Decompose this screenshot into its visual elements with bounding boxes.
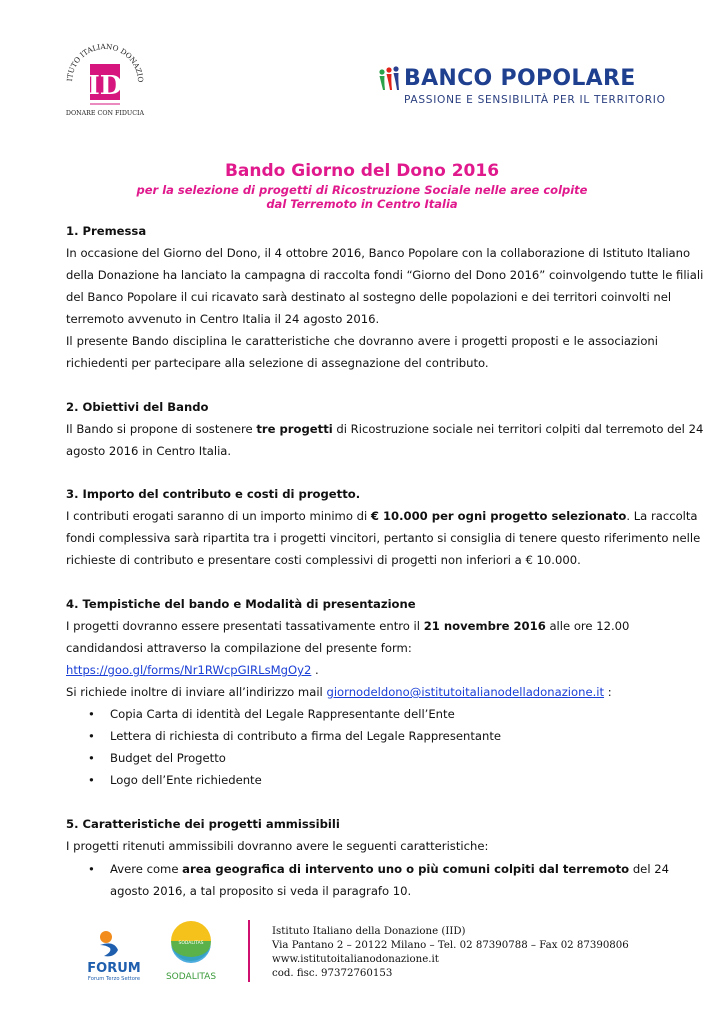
document-title: Bando Giorno del Dono 2016 — [224, 161, 500, 181]
section-1-line-6: richiedenti per partecipare alla selezione di assegnazione del contributo. — [66, 356, 489, 370]
section-3-heading: 3. Importo del contributo e costi di progetto. — [66, 487, 361, 501]
iid-logo — [62, 40, 148, 120]
footer-line-2: Via Pantano 2 – 20122 Milano – Tel. 02 87390788 – Fax 02 87390806 — [272, 940, 629, 951]
bullet-marker: • — [88, 707, 95, 721]
banco-popolare-name: BANCO POPOLARE — [404, 66, 636, 91]
section-4-line-4: Si richiede inoltre di inviare all’indirizzo mail giornodeldono@istitutoitalianodelladonazione.it : — [66, 685, 612, 699]
banco-popolare-logo — [378, 66, 668, 112]
form-link[interactable]: https://goo.gl/forms/Nr1RWcpGIRLsMgOy2 — [66, 663, 312, 677]
list-item: Logo dell’Ente richiedente — [110, 773, 262, 787]
iid-monogram: ID — [87, 71, 123, 101]
section-5-heading: 5. Caratteristiche dei progetti ammissibili — [66, 817, 340, 831]
section-4-line-1: I progetti dovranno essere presentati tassativamente entro il 21 novembre 2016 alle ore 12.00 — [66, 619, 630, 633]
section-3-line-1: I contributi erogati saranno di un importo minimo di € 10.000 per ogni progetto selezionato. La raccolta — [66, 509, 698, 523]
subtitle-line-2: dal Terremoto in Centro Italia — [266, 197, 458, 211]
section-3-line-3: richieste di contributo e presentare costi complessivi di progetti non inferiori a € 10.000. — [66, 553, 581, 567]
forum-emblem — [84, 928, 144, 982]
iid-arc-text: ITUTO ITALIANO DONAZIO — [64, 41, 146, 83]
iid-emblem — [62, 40, 148, 112]
list-item-continuation: agosto 2016, a tal proposito si veda il paragrafo 10. — [110, 884, 412, 898]
forum-subtitle: Forum Terzo Settore — [87, 976, 141, 982]
section-2-line-2: agosto 2016 in Centro Italia. — [66, 444, 232, 458]
footer-line-3: www.istitutoitalianodonazione.it — [272, 954, 439, 965]
iid-caption: DONARE CON FIDUCIA — [65, 110, 145, 117]
bullet-marker: • — [88, 751, 95, 765]
section-2-line-1: Il Bando si propone di sostenere tre progetti di Ricostruzione sociale nei territori colpiti dal terremoto del 24 — [66, 422, 704, 436]
banco-popolare-people-icon — [378, 66, 402, 92]
section-1-heading: 1. Premessa — [66, 224, 147, 238]
bullet-marker: • — [88, 729, 95, 743]
section-4-heading: 4. Tempistiche del bando e Modalità di presentazione — [66, 597, 416, 611]
list-item: Lettera di richiesta di contributo a firma del Legale Rappresentante — [110, 729, 502, 743]
forum-name: FORUM — [87, 961, 141, 976]
sodalitas-logo — [163, 921, 219, 983]
section-1-line-4: terremoto avvenuto in Centro Italia il 24 agosto 2016. — [66, 312, 380, 326]
section-1-line-1: In occasione del Giorno del Dono, il 4 ottobre 2016, Banco Popolare con la collaborazione di Istituto Italiano — [66, 246, 691, 260]
subtitle-line-1: per la selezione di progetti di Ricostruzione Sociale nelle aree colpite — [136, 183, 588, 197]
sodalitas-badge-text: SODALITAS — [178, 941, 204, 946]
section-2-heading: 2. Obiettivi del Bando — [66, 400, 209, 414]
list-item: Budget del Progetto — [110, 751, 226, 765]
section-1-line-5: Il presente Bando disciplina le caratteristiche che dovranno avere i progetti proposti e le associazioni — [66, 334, 658, 348]
footer-divider — [248, 920, 250, 982]
section-3-line-2: fondi complessiva sarà ripartita tra i progetti vincitori, pertanto si consiglia di tenere questo riferimento nelle — [66, 531, 701, 545]
list-item: Copia Carta di identità del Legale Rappresentante dell’Ente — [110, 707, 455, 721]
footer-line-1: Istituto Italiano della Donazione (IID) — [272, 926, 466, 937]
banco-popolare-tagline: PASSIONE E SENSIBILITÀ PER IL TERRITORIO — [404, 94, 666, 106]
sodalitas-name: SODALITAS — [165, 972, 217, 982]
section-5-line-1: I progetti ritenuti ammissibili dovranno avere le seguenti caratteristiche: — [66, 839, 489, 853]
section-4-line-2: candidandosi attraverso la compilazione del presente form: — [66, 641, 412, 655]
forum-terzo-settore-logo — [84, 928, 144, 982]
footer-line-4: cod. fisc. 97372760153 — [272, 968, 393, 979]
bullet-marker: • — [88, 862, 95, 876]
list-item: Avere come area geografica di intervento uno o più comuni colpiti dal terremoto del 24 — [110, 862, 669, 876]
bullet-marker: • — [88, 773, 95, 787]
section-1-line-3: del Banco Popolare il cui ricavato sarà destinato al sostegno delle popolazioni e dei territori coinvolti nel — [66, 290, 672, 304]
section-1-line-2: della Donazione ha lanciato la campagna di raccolta fondi “Giorno del Dono 2016” coinvolgendo tutte le filiali — [66, 268, 704, 282]
email-link[interactable]: giornodeldono@istitutoitalianodelladonazione.it — [326, 685, 605, 699]
section-4-line-3: https://goo.gl/forms/Nr1RWcpGIRLsMgOy2 . — [66, 663, 319, 677]
sodalitas-emblem — [163, 921, 219, 983]
